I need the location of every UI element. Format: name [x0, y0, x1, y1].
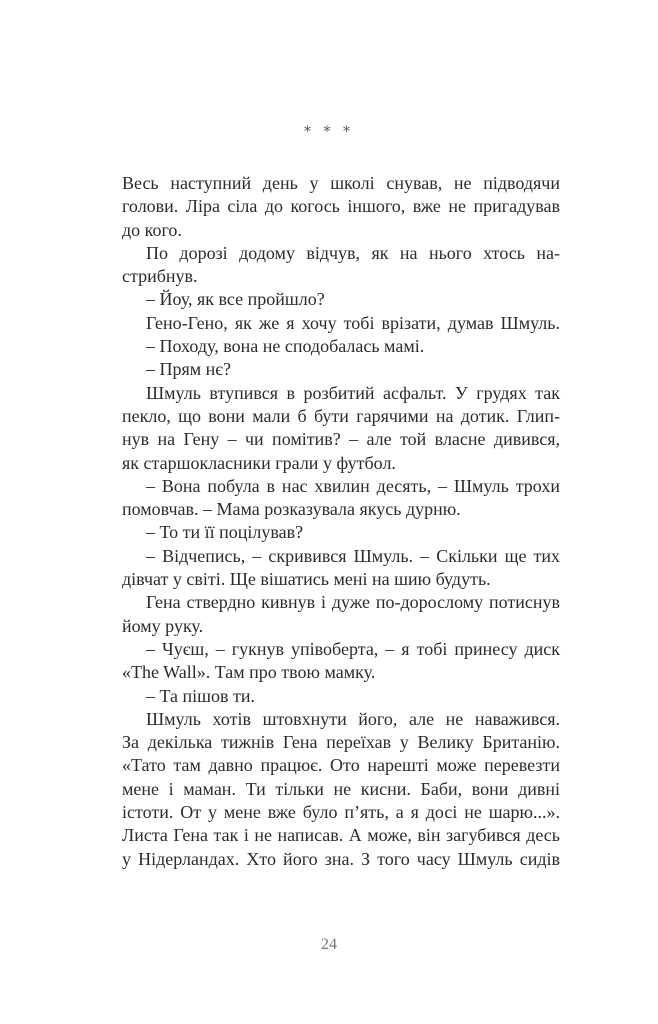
- text-line: – Прям нє?: [146, 359, 232, 380]
- text-line: як старшокласники грали у футбол.: [122, 452, 396, 473]
- text-line: стрибнув.: [122, 266, 198, 287]
- text-line: голови. Ліра сіла до когось іншого, вже не пригадував: [122, 196, 560, 217]
- text-line: – Чуєш, – гукнув упівоберта, – я тобі принесу диск: [146, 638, 560, 659]
- text-line: «The Wall». Там про твою мамку.: [122, 662, 376, 683]
- text-line: Гена ствердно кивнув і дуже по-дорослому потиснув: [146, 592, 560, 613]
- section-separator: * * *: [304, 124, 354, 140]
- text-line: істоти. От у мене вже було п’ять, а я досі не шарю...».: [122, 802, 560, 823]
- text-line: йому руку.: [122, 615, 204, 636]
- text-line: пекло, що вони мали б бути гарячими на дотик. Глип-: [122, 405, 560, 426]
- text-line: Листа Гена так і не написав. А може, він загубився десь: [122, 825, 560, 846]
- text-line: у Нідерландах. Хто його зна. З того часу Шмуль сидів: [122, 848, 560, 869]
- body-text: [122, 172, 560, 871]
- text-line: Гено-Гено, як же я хочу тобі врізати, думав Шмуль.: [146, 312, 560, 333]
- text-line: дівчат у світі. Ще вішатись мені на шию будуть.: [122, 569, 491, 590]
- text-line: За декілька тижнів Гена переїхав у Велику Британію.: [122, 732, 560, 753]
- text-line: помовчав. – Мама розказувала якусь дурню.: [122, 499, 461, 520]
- text-line: – Та пішов ти.: [146, 685, 256, 706]
- text-line: По дорозі додому відчув, як на нього хтось на-: [146, 242, 560, 263]
- text-line: мене і маман. Ти тільки не кисни. Баби, вони дивні: [122, 778, 560, 799]
- text-line: Шмуль втупився в розбитий асфальт. У грудях так: [146, 382, 560, 403]
- text-line: до кого.: [122, 219, 182, 240]
- text-line: Весь наступний день у школі снував, не підводячи: [122, 173, 560, 193]
- text-line: «Тато там давно працює. Ото нарешті може перевезти: [122, 755, 560, 776]
- text-line: – Вона побула в нас хвилин десять, – Шмуль трохи: [146, 475, 560, 496]
- text-line: – Йоу, як все пройшло?: [146, 289, 325, 310]
- text-line: нув на Гену – чи помітив? – але той власне дивився,: [122, 429, 560, 450]
- page-number: 24: [321, 936, 337, 953]
- text-line: – Відчепись, – скривився Шмуль. – Скільки ще тих: [146, 545, 560, 566]
- text-line: – Походу, вона не сподобалась мамі.: [146, 336, 425, 357]
- text-line: – То ти її поцілував?: [146, 522, 304, 543]
- text-line: Шмуль хотів штовхнути його, але не наважився.: [146, 708, 560, 729]
